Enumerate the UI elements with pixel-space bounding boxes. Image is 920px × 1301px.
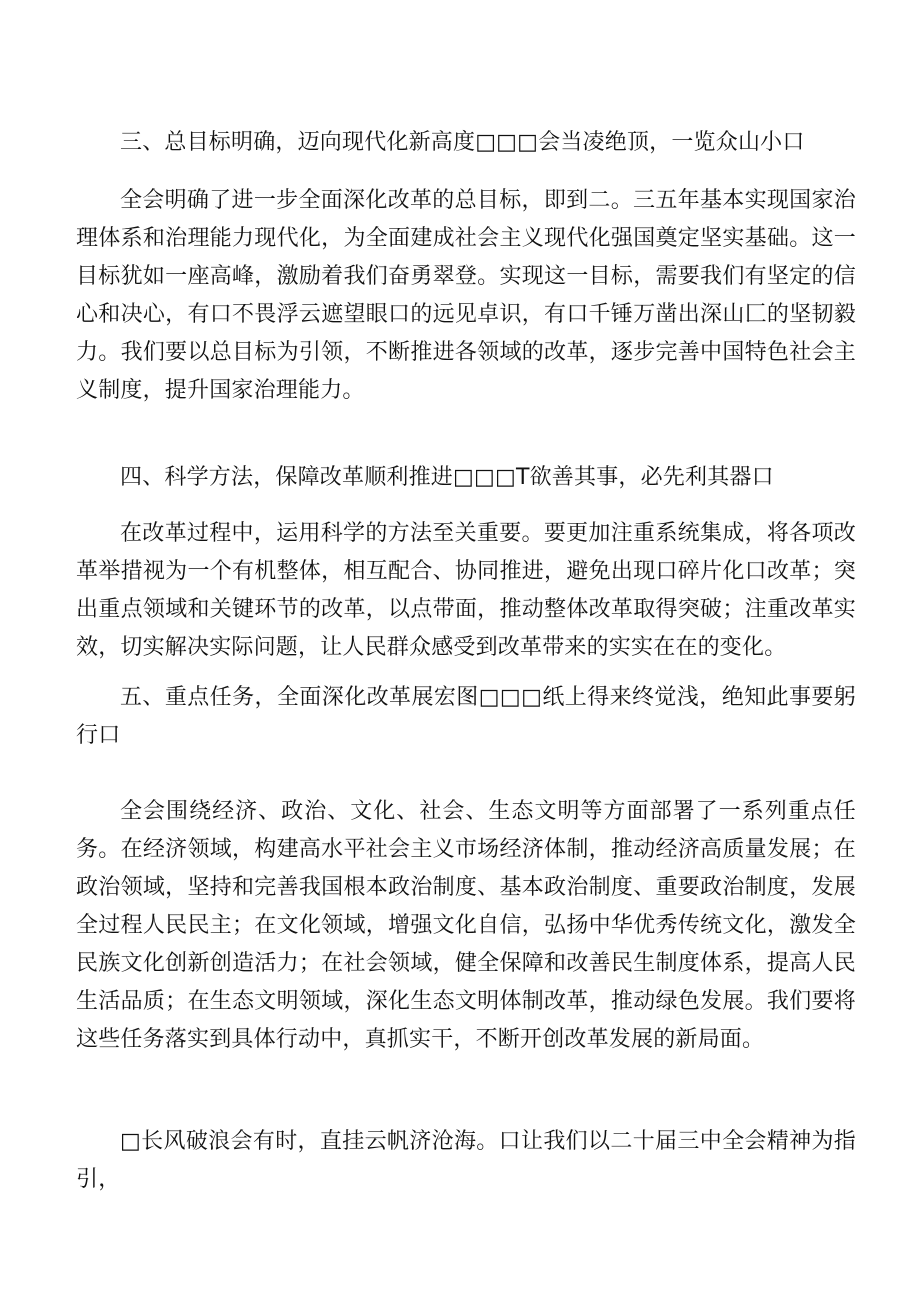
section-heading-5: 五、重点任务，全面深化改革展宏图□□□纸上得来终觉浅，绝知此事要躬行口	[76, 685, 856, 748]
body-paragraph-1: 全会明确了进一步全面深化改革的总目标，即到二。三五年基本实现国家治理体系和治理能力现代化，为全面建成社会主义现代化强国奠定坚实基础。这一目标犹如一座高峰，激励着我们奋勇翠登。实现这一目标，需要我们有坚定的信心和决心，有口不畏浮云遮望眼口的远见卓识，有口千锤万凿出深山匚的坚韧毅力。我们要以总目标为引领，不断推进各领域的改革，逐步完善中国特色社会主义制度，提升国家治理能力。	[76, 188, 856, 403]
body-paragraph-4: □长风破浪会有时，直挂云帆济沧海。口让我们以二十届三中全会精神为指引，	[76, 1129, 856, 1192]
section-heading-4: 四、科学方法，保障改革顺利推进□□□T欲善其事，必先利其器口	[120, 465, 774, 490]
body-paragraph-3: 全会围绕经济、政治、文化、社会、生态文明等方面部署了一系列重点任务。在经济领域，构建高水平社会主义市场经济体制，推动经济高质量发展；在政治领域，坚持和完善我国根本政治制度、基本政治制度、重要政治制度，发展全过程人民民主；在文化领域，增强文化自信，弘扬中华优秀传统文化，激发全民族文化创新创造活力；在社会领域，健全保障和改善民生制度体系，提高人民生活品质；在生态文明领域，深化生态文明体制改革，推动绿色发展。我们要将这些任务落实到具体行动中，真抓实干，不断开创改革发展的新局面。	[76, 799, 856, 1052]
section-heading-3: 三、总目标明确，迈向现代化新高度□□□会当凌绝顶，一览众山小口	[120, 130, 805, 155]
body-paragraph-2: 在改革过程中，运用科学的方法至关重要。要更加注重系统集成，将各项改革举措视为一个有机整体，相互配合、协同推进，避免出现口碎片化口改革；突出重点领域和关键环节的改革，以点带面，推动整体改革取得突破；注重改革实效，切实解决实际问题，让人民群众感受到改革带来的实实在在的变化。	[76, 521, 856, 660]
